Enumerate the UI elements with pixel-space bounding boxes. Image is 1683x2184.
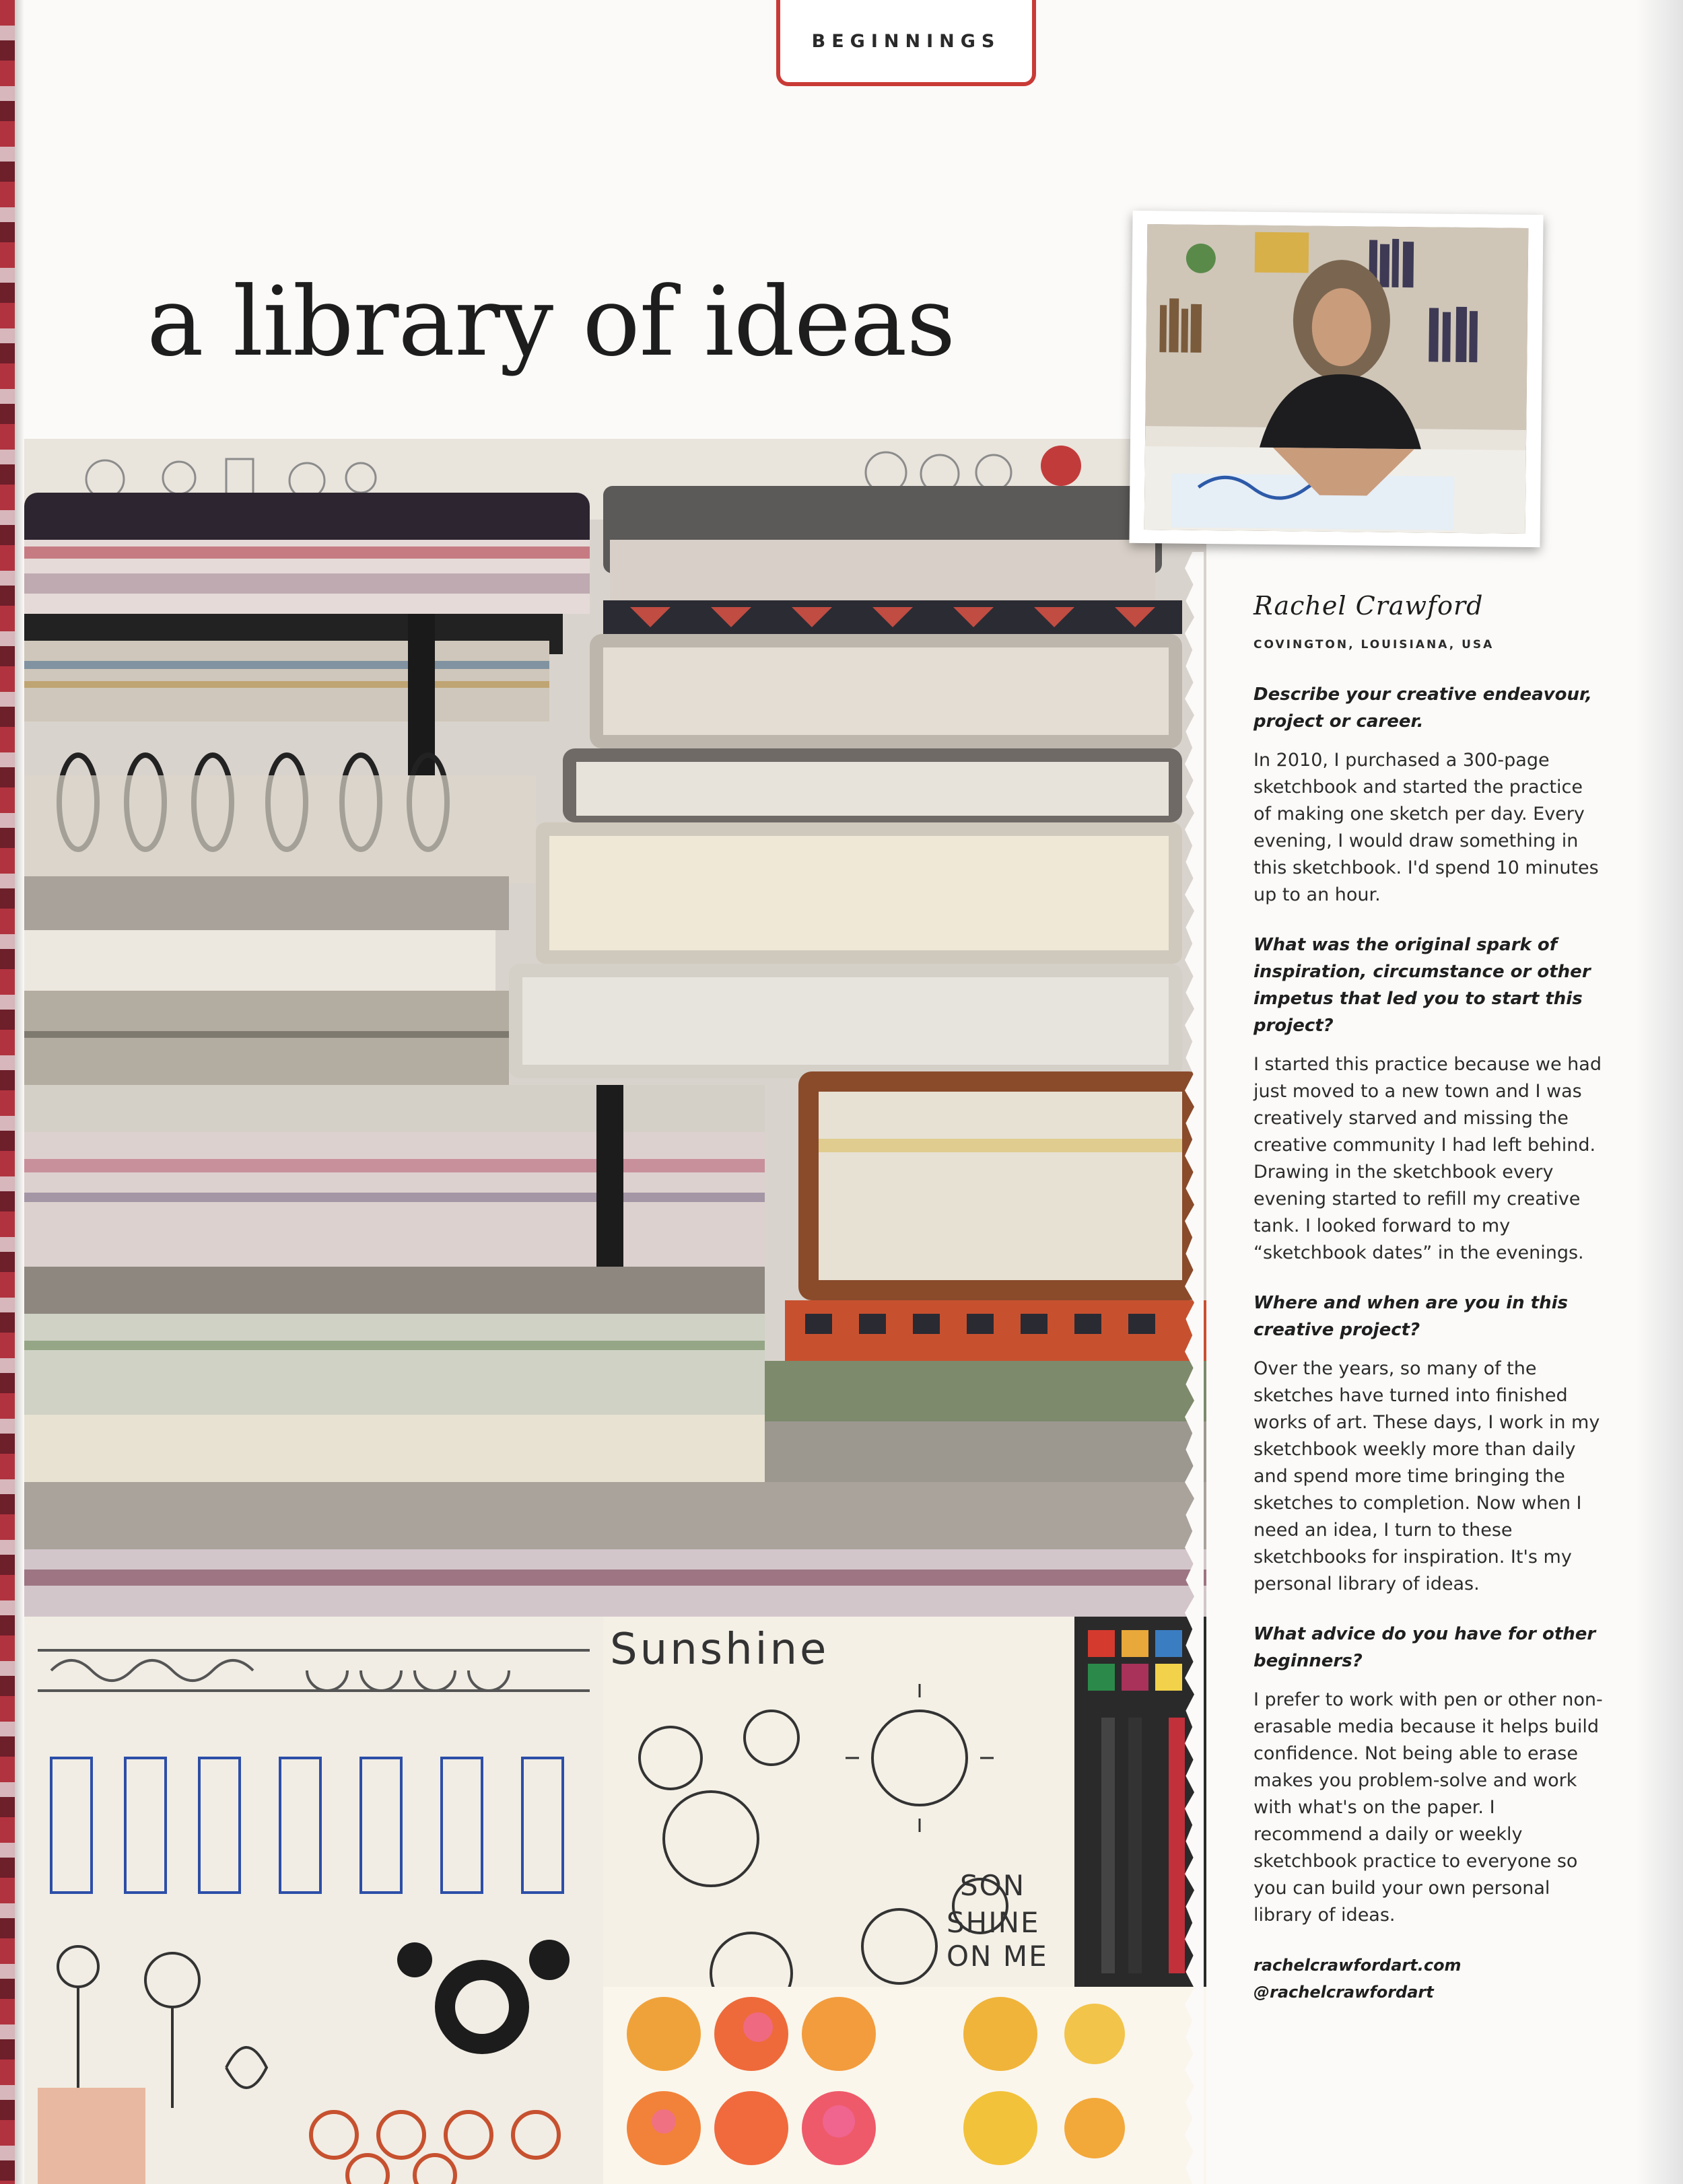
author-name: Rachel Crawford bbox=[1253, 591, 1484, 621]
interview-sidebar bbox=[1253, 591, 1604, 2006]
website-link[interactable]: rachelcrawfordart.com bbox=[1253, 1956, 1462, 1975]
section-tab bbox=[776, 0, 1036, 86]
sketchbook-lettering-sunshine: Sunshine bbox=[610, 1625, 829, 1675]
section-tab-label: BEGINNINGS bbox=[811, 30, 1001, 52]
sketchbook-lettering-on-me: ON ME bbox=[947, 1940, 1048, 1973]
spine-shadow bbox=[15, 0, 24, 2184]
social-handle[interactable]: @rachelcrawfordart bbox=[1253, 1983, 1434, 2002]
artist-portrait-photo bbox=[1129, 211, 1543, 547]
sketchbook-lettering-shine: SHINE bbox=[947, 1906, 1040, 1939]
page-right-edge bbox=[1636, 0, 1683, 2184]
question-2: What was the original spark of inspiration, circumstance or other impetus that led you to start this project? bbox=[1253, 935, 1591, 1036]
article-headline: a library of ideas bbox=[147, 267, 955, 378]
question-3: Where and when are you in this creative project? bbox=[1253, 1293, 1568, 1340]
sketchbook-stack-photo bbox=[24, 439, 1206, 2184]
question-1: Describe your creative endeavour, project or career. bbox=[1253, 684, 1592, 732]
answer-2: I started this practice because we had just moved to a new town and I was creatively starved and missing the creative community I had left behind. Drawing in the sketchbook every evening started to refill my creative tank. I looked forward to my “sketchbook dates” in the evenings. bbox=[1253, 1054, 1602, 1263]
answer-1: In 2010, I purchased a 300-page sketchbook and started the practice of making one sketch per day. Every evening, I would draw something in this sketchbook. I'd spend 10 minutes up to an hour. bbox=[1253, 750, 1599, 905]
sketchbook-lettering-son: SON bbox=[960, 1869, 1026, 1902]
author-location: COVINGTON, LOUISIANA, USA bbox=[1253, 638, 1495, 651]
question-4: What advice do you have for other beginners? bbox=[1253, 1624, 1596, 1671]
answer-3: Over the years, so many of the sketches have turned into finished works of art. These days, I work in my sketchbook weekly more than daily and spend more time bringing the sketches to completion. Now when I need an idea, I turn to these sketchbooks for inspiration. It's my personal library of ideas. bbox=[1253, 1358, 1600, 1594]
contact-links bbox=[1253, 1952, 1604, 2006]
magazine-spine-edge bbox=[0, 0, 15, 2184]
answer-4: I prefer to work with pen or other non-erasable media because it helps build confidence. Not being able to erase makes you problem-solve and work with what's on the paper. I recommend a daily or weekly sketchbook practice to everyone so you can build your own personal library of ideas. bbox=[1253, 1689, 1603, 1926]
